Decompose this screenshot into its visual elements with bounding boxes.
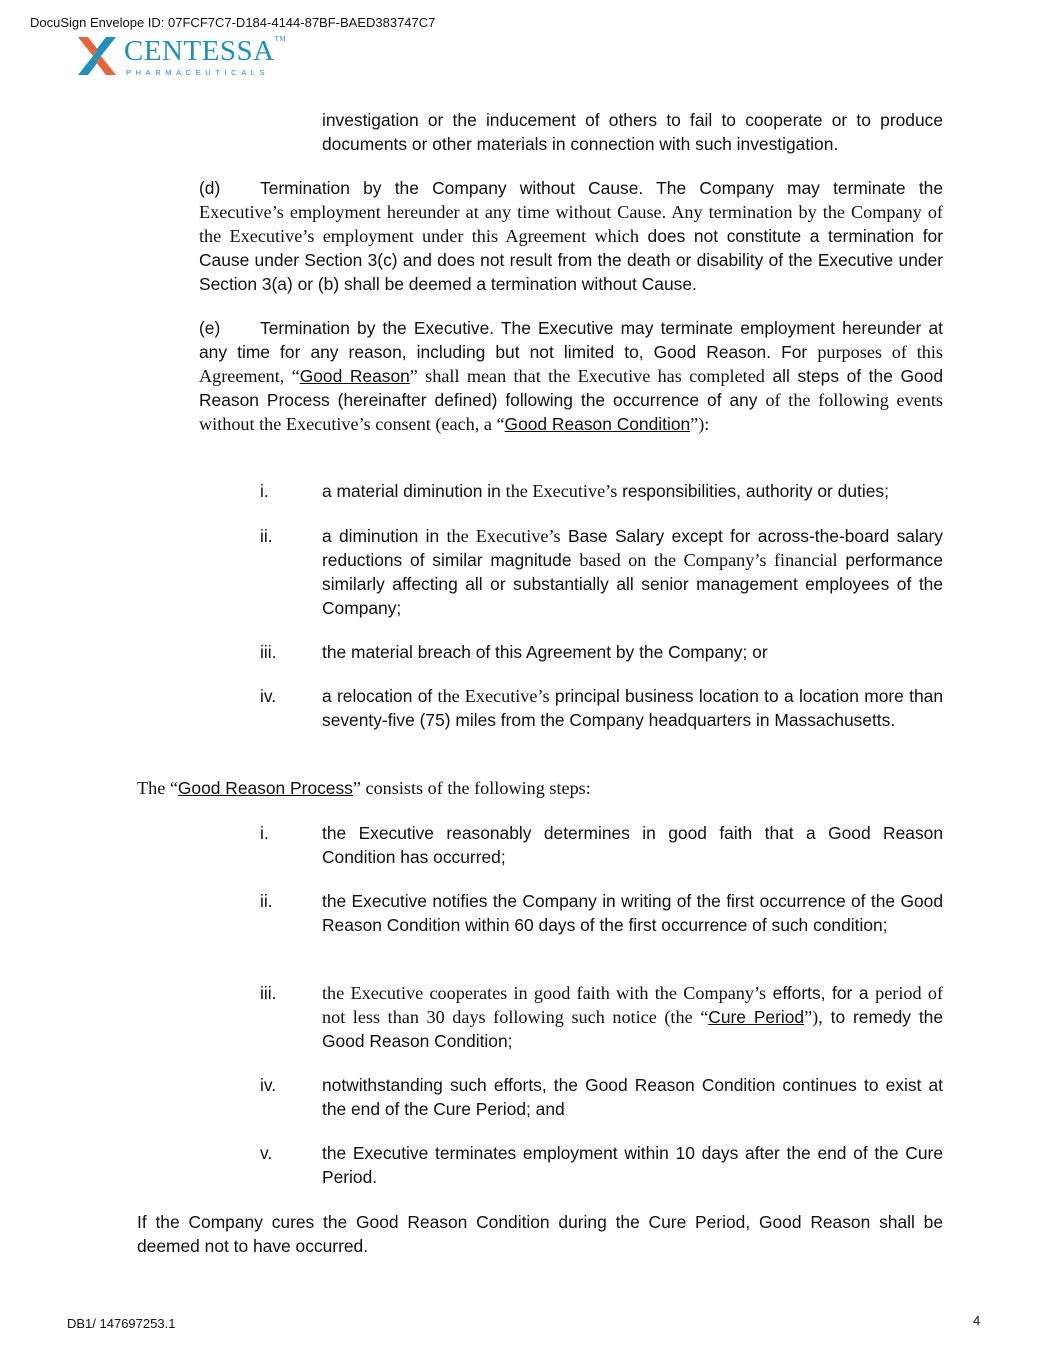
section-e-heading: Termination by the Executive. <box>260 318 495 338</box>
list-marker: i. <box>260 481 269 501</box>
process-intro: The “Good Reason Process” consists of the following steps: <box>137 778 591 798</box>
docusign-envelope-id: DocuSign Envelope ID: 07FCF7C7-D184-4144-87BF-BAED383747C7 <box>30 15 436 30</box>
section-e-paragraph: (e) Termination by the Executive. The Executive may terminate employment hereunder at any time for any reason, including but not limited to, Good Reason. For purposes of this Agreement, “Good Reason” shall mean that the Executive has completed all steps of the Good Reason Process (hereinafter defined) following the occurrence of any of the following events without the Executive’s consent (each, a “Good Reason Condition”): <box>199 318 943 434</box>
list-item: the Executive notifies the Company in writing of the first occurrence of the Good Reason Condition within 60 days of the first occurrence of such condition; <box>322 891 943 935</box>
list-item: the material breach of this Agreement by the Company; or <box>322 642 768 662</box>
section-e-label: (e) <box>199 318 221 338</box>
list-item: the Executive terminates employment within 10 days after the end of the Cure Period. <box>322 1143 943 1187</box>
list-marker: iii. <box>260 642 277 662</box>
section-d-heading: Termination by the Company without Cause. <box>260 178 644 198</box>
list-marker: v. <box>260 1143 273 1163</box>
logo-subtitle: PHARMACEUTICALS <box>126 68 270 77</box>
list-item: a diminution in the Executive’s Base Salary except for across-the-board salary reductions of similar magnitude based on the Company’s financial performance similarly affecting all or substantially all senior management employees of the Company; <box>322 526 944 618</box>
page-number: 4 <box>973 1313 981 1328</box>
logo-trademark: TM <box>274 35 287 43</box>
logo-name: CENTESSA™ <box>124 35 287 67</box>
company-logo <box>74 34 334 80</box>
list-marker: ii. <box>260 891 273 911</box>
section-d-paragraph: (d) Termination by the Company without Cause. The Company may terminate the Executive’s employment hereunder at any time without Cause. Any termination by the Company of the Executive’s employment under this Agreement which does not constitute a termination for Cause under Section 3(c) and does not result from the death or disability of the Executive under Section 3(a) or (b) shall be deemed a termination without Cause. <box>199 178 943 294</box>
list-marker: ii. <box>260 526 273 546</box>
list-marker: iv. <box>260 1075 277 1095</box>
defined-term-good-reason-condition: Good Reason Condition <box>504 414 691 434</box>
list-item: notwithstanding such efforts, the Good Reason Condition continues to exist at the end of the Cure Period; and <box>322 1075 943 1119</box>
logo-x-mark-icon <box>74 34 120 78</box>
list-item: a relocation of the Executive’s principal business location to a location more than seventy-five (75) miles from the Company headquarters in Massachusetts. <box>322 686 943 730</box>
list-item: the Executive cooperates in good faith with the Company’s efforts, for a period of not less than 30 days following such notice (the “Cure Period”), to remedy the Good Reason Condition; <box>322 983 944 1051</box>
defined-term-cure-period: Cure Period <box>708 1007 805 1027</box>
defined-term-good-reason: Good Reason <box>299 366 410 386</box>
list-marker: iv. <box>260 686 277 706</box>
footer-document-id: DB1/ 147697253.1 <box>67 1316 176 1331</box>
list-marker: i. <box>260 823 269 843</box>
section-d-label: (d) <box>199 178 221 198</box>
closing-paragraph: If the Company cures the Good Reason Condition during the Cure Period, Good Reason shall be deemed not to have occurred. <box>137 1212 943 1256</box>
list-item: a material diminution in the Executive’s responsibilities, authority or duties; <box>322 481 889 501</box>
defined-term-good-reason-process: Good Reason Process <box>177 778 353 798</box>
continuation-paragraph: investigation or the inducement of others to fail to cooperate or to produce documents or other materials in connection with such investigation. <box>322 110 943 154</box>
list-marker: iii. <box>260 983 277 1003</box>
list-item: the Executive reasonably determines in good faith that a Good Reason Condition has occurred; <box>322 823 943 867</box>
